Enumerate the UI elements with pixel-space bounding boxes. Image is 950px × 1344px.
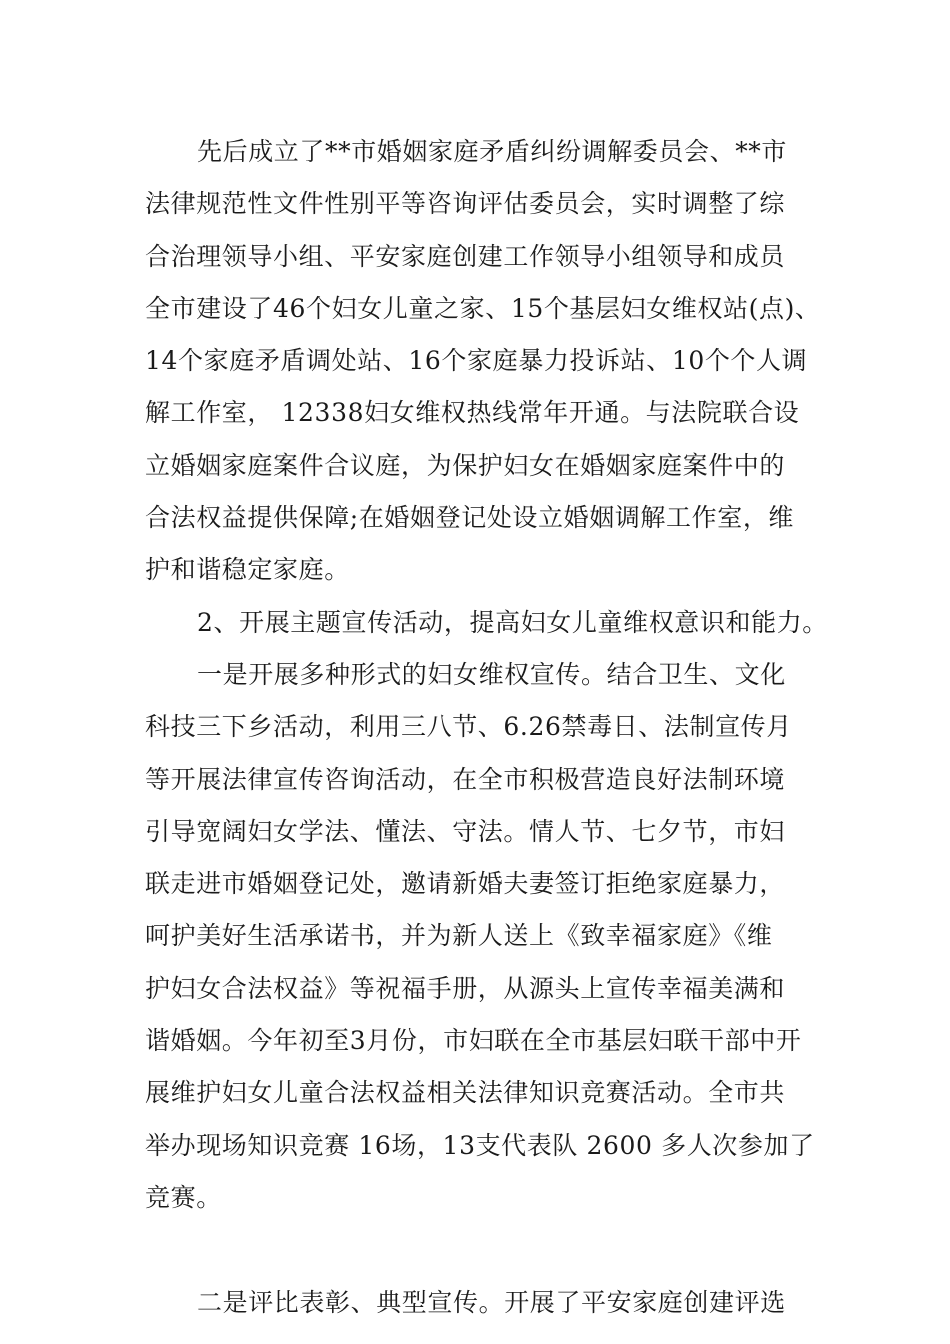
text-line: 联走进市婚姻登记处，邀请新婚夫妻签订拒绝家庭暴力， (145, 869, 786, 899)
text-line: 引导宽阔妇女学法、懂法、守法。情人节、七夕节，市妇 (145, 816, 786, 846)
text-line: 护妇女合法权益》等祝福手册，从源头上宣传幸福美满和 (145, 973, 786, 1003)
text-line: 解工作室， 12338妇女维权热线常年开通。与法院联合设 (145, 398, 800, 428)
text-line: 先后成立了**市婚姻家庭矛盾纠纷调解委员会、**市 (197, 137, 788, 166)
section-heading: 2、开展主题宣传活动，提高妇女儿童维权意识和能力。 (197, 607, 828, 637)
text-line: 科技三下乡活动，利用三八节、6.26禁毒日、法制宣传月 (145, 712, 792, 742)
text-line: 护和谐稳定家庭。 (145, 555, 350, 585)
text-line: 全市建设了46个妇女儿童之家、15个基层妇女维权站(点)、 (145, 293, 821, 323)
text-line: 立婚姻家庭案件合议庭，为保护妇女在婚姻家庭案件中的 (145, 450, 786, 480)
text-line: 举办现场知识竞赛 16场，13支代表队 2600 多人次参加了 (145, 1130, 815, 1160)
blank-line (145, 1224, 825, 1276)
text-line: 合治理领导小组、平安家庭创建工作领导小组领导和成员 (145, 241, 786, 271)
text-line: 二是评比表彰、典型宣传。开展了平安家庭创建评选 (197, 1287, 786, 1317)
text-line: 展维护妇女儿童合法权益相关法律知识竞赛活动。全市共 (145, 1078, 786, 1108)
text-line: 14个家庭矛盾调处站、16个家庭暴力投诉站、10个个人调 (145, 346, 808, 376)
text-line: 合法权益提供保障;在婚姻登记处设立婚姻调解工作室，维 (145, 503, 795, 533)
text-line: 呵护美好生活承诺书，并为新人送上《致幸福家庭》《维 (145, 921, 773, 951)
text-line: 一是开展多种形式的妇女维权宣传。结合卫生、文化 (197, 659, 786, 689)
text-line: 等开展法律宣传咨询活动，在全市积极营造良好法制环境 (145, 764, 786, 794)
body-text (145, 126, 828, 1329)
text-line: 竞赛。 (145, 1182, 222, 1212)
text-line: 谐婚姻。今年初至3月份，市妇联在全市基层妇联干部中开 (145, 1026, 802, 1056)
text-line: 法律规范性文件性别平等咨询评估委员会，实时调整了综 (145, 189, 786, 219)
